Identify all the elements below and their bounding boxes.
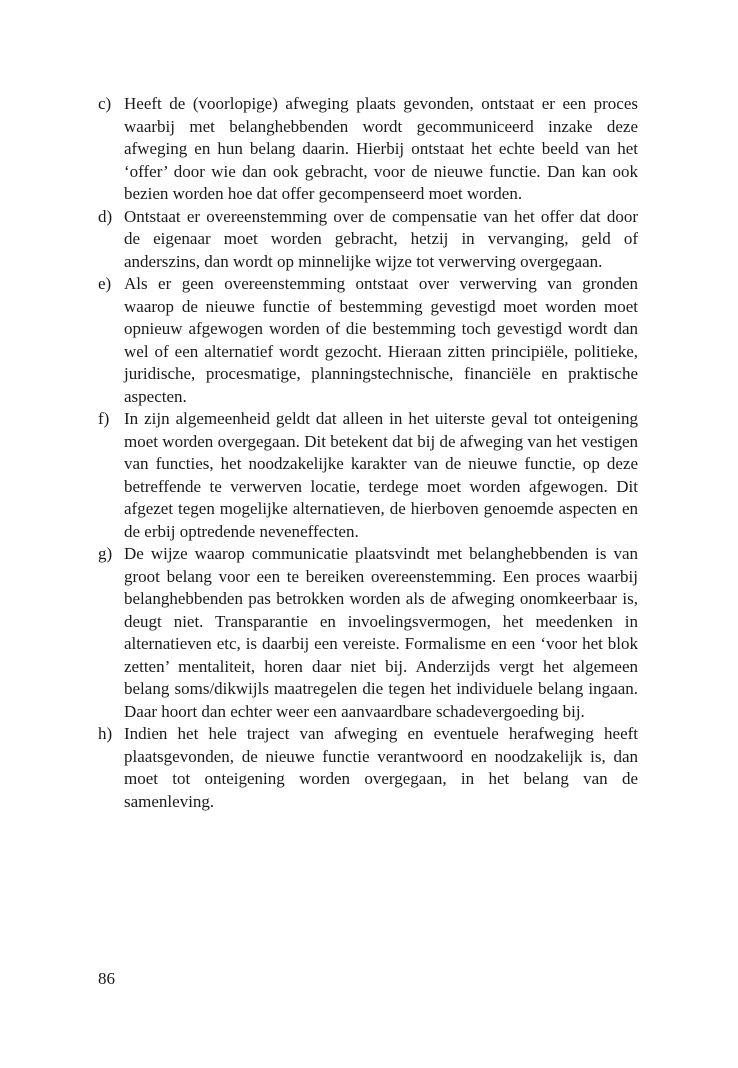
list-marker: g)	[98, 544, 113, 563]
list-marker: d)	[98, 206, 113, 226]
list-item-text: Indien het hele traject van afweging en eventuele herafweging heeft plaatsgevonden, de nieuwe functie verantwoord en noodzakelijk is, dan moet tot onteigening worden overgegaan, in het belang van de samenleving.	[124, 724, 638, 811]
list-item-g	[98, 543, 638, 723]
list-item-text: Ontstaat er overeenstemming over de compensatie van het offer dat door de eigenaar moet worden gebracht, hetzij in vervanging, geld of anderszins, dan wordt op minnelijke wijze tot verwerving overgegaan.	[124, 206, 638, 271]
list-item-text: Heeft de (voorlopige) afweging plaats gevonden, ontstaat er een proces waarbij met belanghebbenden wordt gecommuniceerd inzake deze afweging en hun belang daarin. Hierbij ontstaat het echte beeld van het ‘offer’ door wie dan ook gebracht, voor de nieuwe functie. Dan kan ook bezien worden hoe dat offer gecompenseerd moet worden.	[124, 94, 638, 203]
list-item-text: Als er geen overeenstemming ontstaat over verwerving van gronden waarop de nieuwe functie of bestemming gevestigd moet worden moet opnieuw afgewogen worden of die bestemming toch gevestigd wordt dan wel of een alternatief wordt gezocht. Hieraan zitten principiële, politieke, juridische, procesmatige, planningstechnische, financiële en praktische aspecten.	[124, 274, 638, 406]
list-item-f	[98, 408, 638, 543]
page-number: 86	[98, 969, 115, 988]
list-item-c	[98, 93, 638, 206]
lettered-list	[98, 93, 638, 813]
list-item-d	[98, 206, 638, 274]
list-marker: h)	[98, 724, 113, 743]
list-item-text: De wijze waarop communicatie plaatsvindt met belanghebbenden is van groot belang voor een te bereiken overeenstemming. Een proces waarbij belanghebbenden pas betrokken worden als de afweging onomkeerbaar is, deugt niet. Transparantie en invoelingsvermogen, het meedenken in alternatieven etc, is daarbij een vereiste. Formalisme en een ‘voor het blok zetten’ mentaliteit, horen daar niet bij. Anderzijds vergt het algemeen belang soms/dikwijls maatregelen die tegen het individuele belang ingaan. Daar hoort dan echter weer een aanvaardbare schadevergoeding bij.	[124, 544, 638, 721]
list-marker: e)	[98, 274, 112, 293]
list-item-h	[98, 723, 638, 813]
list-item-text: In zijn algemeenheid geldt dat alleen in het uiterste geval tot onteigening moet worden overgegaan. Dit betekent dat bij de afweging van het vestigen van functies, het noodzakelijke karakter van de nieuwe functie, op deze betreffende te verwerven locatie, terdege moet worden afgewogen. Dit afgezet tegen mogelijke alternatieven, de hierboven genoemde aspecten en de erbij optredende neveneffecten.	[124, 409, 638, 541]
list-marker: f)	[98, 409, 110, 428]
list-marker: c)	[98, 94, 112, 113]
list-item-e	[98, 273, 638, 408]
